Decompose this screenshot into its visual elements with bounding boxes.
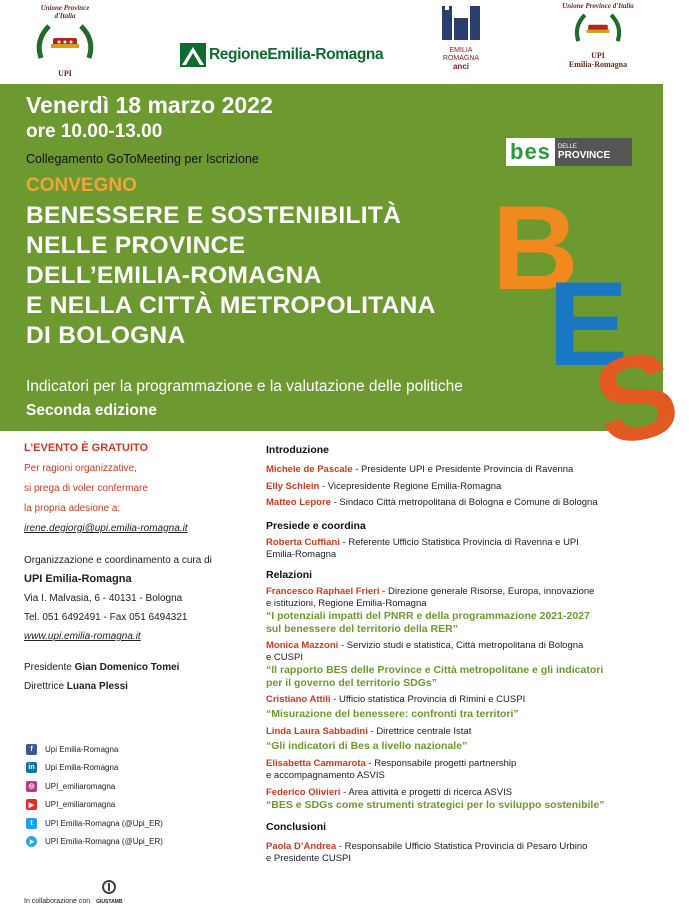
speaker-name: Roberta Cuffiani <box>266 536 340 548</box>
speaker-role: - Presidente UPI e Presidente Provincia di Ravenna <box>352 464 574 475</box>
social-label: UPI_emiliaromagna <box>45 800 116 810</box>
speaker-role-cont: e accompagnamento ASVIS <box>266 769 385 781</box>
website-link[interactable]: www.upi.emilia-romagna.it <box>24 631 141 642</box>
event-type: CONVEGNO <box>26 175 137 196</box>
upi-logo-abbr: UPI <box>58 69 72 78</box>
event-subtitle: Indicatori per la programmazione e la valutazione delle politiche <box>26 378 463 395</box>
speaker-name: Federico Olivieri <box>266 786 341 798</box>
president-label: Presidente <box>24 662 72 673</box>
upi-logo-name: Unione Province d'Italia <box>40 4 90 20</box>
speaker-name: Cristiano Attili <box>266 693 331 705</box>
castle-icon <box>432 4 490 42</box>
laurel-crown-icon <box>33 20 97 64</box>
org-phone: Tel. 051 6492491 - Fax 051 6494321 <box>24 612 188 623</box>
bes-logo-text: bes <box>510 139 551 164</box>
social-item[interactable] <box>26 796 163 815</box>
org-label: Organizzazione e coordinamento a cura di <box>24 555 212 566</box>
title-line: NELLE PROVINCE <box>26 232 246 259</box>
title-line: DELL’EMILIA-ROMAGNA <box>26 262 322 289</box>
speaker-name: Linda Laura Sabbadini <box>266 725 368 737</box>
talk-title: “Il rapporto BES delle Province e Città metropolitane e gli indicatori <box>266 663 604 676</box>
title-line: DI BOLOGNA <box>26 322 186 349</box>
anci-line-3: anci <box>452 62 469 71</box>
upi-logo-left <box>30 4 100 78</box>
social-label: UPI_emiliaromagna <box>45 781 116 791</box>
facebook-icon: f <box>26 744 37 755</box>
speaker-role-cont: Emilia-Romagna <box>266 548 337 560</box>
director-name: Luana Plessi <box>66 681 128 692</box>
speaker-entry <box>266 586 656 598</box>
speaker-entry <box>266 495 656 512</box>
social-label: UPI Emilia-Romagna (@Upi_ER) <box>45 818 163 828</box>
bes-province-logo <box>506 138 632 166</box>
speaker-role: - Referente Ufficio Statistica Provincia di Ravenna e UPI <box>339 536 579 548</box>
upi-logo-right <box>560 2 636 72</box>
speaker-role: - Responsabile progetti partnership <box>365 757 517 769</box>
speaker-name: Paola D’Andrea <box>266 840 337 852</box>
youtube-icon: ▶ <box>26 799 37 810</box>
speaker-role-cont: e istituzioni, Regione Emilia-Romagna <box>266 597 427 609</box>
social-label: Upi Emilia-Romagna <box>45 744 119 754</box>
speaker-role: - Ufficio statistica Provincia di Rimini e CUSPI <box>330 693 526 705</box>
org-address: Via I. Malvasia, 6 - 40131 - Bologna <box>24 593 183 604</box>
free-line: Per ragioni organizzative, <box>24 463 137 474</box>
upi-logo-name: Unione Province d'Italia <box>562 2 634 10</box>
partner-name: GIUSTAMB <box>96 899 123 905</box>
anci-line-1: EMILIA <box>449 47 473 54</box>
speaker-entry <box>266 462 656 479</box>
social-item[interactable] <box>26 814 163 833</box>
free-event-title: L’EVENTO È GRATUITO <box>24 442 149 454</box>
speaker-role: - Sindaco Città metropolitana di Bologna e Comune di Bologna <box>330 497 598 508</box>
speaker-entry <box>266 479 656 496</box>
big-letter-s: S <box>582 324 689 472</box>
bes-logo-delle: DELLE <box>557 143 577 150</box>
speaker-role: - Direttrice centrale Istat <box>367 725 472 737</box>
speaker-name: Elisabetta Cammarota <box>266 757 366 769</box>
event-edition: Seconda edizione <box>26 402 157 419</box>
social-label: UPI Emilia-Romagna (@Upi_ER) <box>45 837 163 847</box>
info-column <box>24 442 249 696</box>
speaker-entry <box>266 726 656 738</box>
speaker-name: Francesco Raphael Frieri <box>266 585 380 597</box>
speaker-role-cont: e CUSPI <box>266 651 303 663</box>
speaker-entry <box>266 694 656 706</box>
twitter-icon: t <box>26 818 37 829</box>
director-line <box>24 677 249 696</box>
section-chair-title: Presiede e coordina <box>266 519 366 532</box>
speaker-entry <box>266 841 656 853</box>
speaker-entry <box>266 537 656 549</box>
speaker-name: Monica Mazzoni <box>266 639 339 651</box>
org-name: UPI Emilia-Romagna <box>24 573 132 585</box>
section-talks-title: Relazioni <box>266 568 313 581</box>
email-link[interactable]: irene.degiorgi@upi.emilia-romagna.it <box>24 523 188 534</box>
regione-logo <box>180 43 383 67</box>
linkedin-icon: in <box>26 762 37 773</box>
program <box>266 444 656 865</box>
social-item[interactable] <box>26 759 163 778</box>
instagram-icon: ◎ <box>26 781 37 792</box>
event-title <box>26 201 436 351</box>
collab <box>24 880 122 905</box>
event-date: Venerdì 18 marzo 2022 <box>26 92 273 118</box>
president-line <box>24 658 249 677</box>
social-links <box>26 740 163 851</box>
bes-logo-province: PROVINCE <box>557 149 611 161</box>
speaker-entry <box>266 787 656 799</box>
collab-label: In collaborazione con <box>24 898 91 905</box>
social-item[interactable] <box>26 740 163 759</box>
speaker-name: Matteo Lepore <box>266 497 331 508</box>
talk-title: “I potenziali impatti del PNRR e della programmazione 2021-2027 <box>266 609 590 622</box>
speaker-role: - Vicepresidente Regione Emilia-Romagna <box>319 480 502 492</box>
director-label: Direttrice <box>24 681 65 692</box>
laurel-crown-icon <box>566 10 630 46</box>
speaker-name: Michele de Pascale <box>266 464 353 475</box>
anci-line-2: ROMAGNA <box>442 55 480 62</box>
regione-name: RegioneEmilia-Romagna <box>209 46 384 63</box>
anci-logo <box>432 4 490 71</box>
title-line: E NELLA CITTÀ METROPOLITANA <box>26 292 436 319</box>
speaker-role: - Area attività e progetti di ricerca ASVIS <box>340 786 513 798</box>
big-letter-e: E <box>548 257 629 391</box>
upi-logo-region: Emilia-Romagna <box>568 60 628 69</box>
talk-title: “Misurazione del benessere: confronti tra territori” <box>266 707 519 720</box>
free-line: la propria adesione a: <box>24 503 121 514</box>
talk-title: per il governo del territorio SDGs” <box>266 676 437 689</box>
section-intro-title: Introduzione <box>266 444 329 456</box>
social-item[interactable] <box>26 777 163 796</box>
social-item[interactable] <box>26 833 163 852</box>
partner-logo <box>96 880 122 905</box>
telegram-icon: ➤ <box>26 836 37 847</box>
speaker-role: - Servizio studi e statistica, Città metropolitana di Bologna <box>338 639 584 651</box>
section-conclusions-title: Conclusioni <box>266 820 327 833</box>
partner-logo-icon <box>101 880 117 894</box>
big-letter-b: B <box>492 181 579 315</box>
president-name: Gian Domenico Tomei <box>74 662 180 673</box>
speaker-name: Elly Schlein <box>266 480 320 492</box>
speaker-entry <box>266 640 656 652</box>
speaker-role: - Responsabile Ufficio Statistica Provincia di Pesaro Urbino <box>336 840 588 852</box>
talk-title: sul benessere del territorio della RER” <box>266 622 458 635</box>
talk-title: “BES e SDGs come strumenti strategici per lo sviluppo sostenibile” <box>266 798 605 811</box>
social-label: Upi Emilia-Romagna <box>45 763 119 773</box>
title-line: BENESSERE E SOSTENIBILITÀ <box>26 202 402 229</box>
speaker-role: - Direzione generale Risorse, Europa, innovazione <box>379 585 595 597</box>
talk-title: “Gli indicatori di Bes a livello nazionale” <box>266 739 468 752</box>
upi-logo-abbr: UPI <box>591 51 605 60</box>
speaker-role-cont: e Presidente CUSPI <box>266 852 352 864</box>
free-line: si prega di voler confermare <box>24 483 148 494</box>
event-time: ore 10.00-13.00 <box>26 121 163 142</box>
registration-link[interactable]: Collegamento GoToMeeting per Iscrizione <box>26 152 259 166</box>
speaker-entry <box>266 758 656 770</box>
regione-flag-icon <box>180 43 206 67</box>
